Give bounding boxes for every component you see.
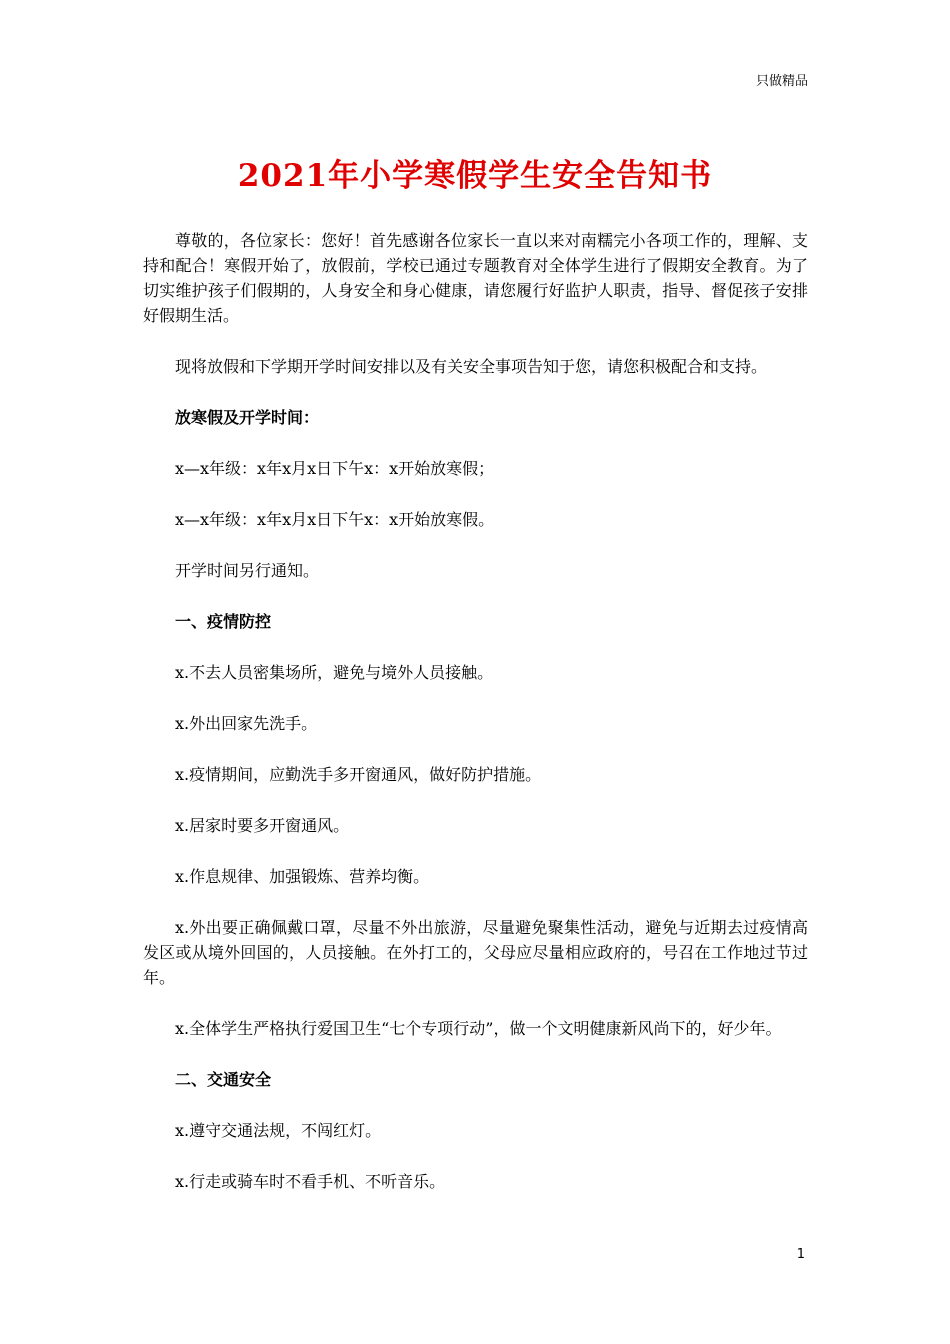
- paragraph-greeting: 尊敬的，各位家长：您好！首先感谢各位家长一直以来对南糯完小各项工作的，理解、支持和配合！寒假开始了，放假前，学校已通过专题教育对全体学生进行了假期安全教育。为了切实维护孩子们假期的，人身安全和身心健康，请您履行好监护人职责，指导、督促孩子安排好假期生活。: [143, 231, 808, 325]
- section-heading-schedule: 放寒假及开学时间：: [175, 408, 320, 427]
- list-item: x.不去人员密集场所，避免与境外人员接触。: [175, 663, 494, 682]
- list-item: x.外出回家先洗手。: [175, 714, 318, 733]
- page-number: 1: [796, 1247, 805, 1262]
- document-title: 2021年小学寒假学生安全告知书: [237, 158, 713, 194]
- document-body: [143, 228, 808, 1194]
- schedule-note: 开学时间另行通知。: [175, 561, 320, 580]
- schedule-line: x—x年级：x年x月x日下午x：x开始放寒假；: [175, 459, 495, 478]
- header-note: 只做精品: [755, 74, 808, 89]
- list-item: x.居家时要多开窗通风。: [175, 816, 350, 835]
- list-item: x.全体学生严格执行爱国卫生“七个专项行动”，做一个文明健康新风尚下的，好少年。: [175, 1019, 782, 1038]
- list-item: x.行走或骑车时不看手机、不听音乐。: [175, 1172, 446, 1191]
- schedule-line: x—x年级：x年x月x日下午x：x开始放寒假。: [175, 510, 495, 529]
- section-heading-epidemic: 一、疫情防控: [175, 612, 272, 631]
- list-item: x.作息规律、加强锻炼、营养均衡。: [175, 867, 430, 886]
- paragraph-notice: 现将放假和下学期开学时间安排以及有关安全事项告知于您，请您积极配合和支持。: [175, 357, 768, 376]
- list-item: x.外出要正确佩戴口罩，尽量不外出旅游，尽量避免聚集性活动，避免与近期去过疫情高发区或从境外回国的，人员接触。在外打工的，父母应尽量相应政府的，号召在工作地过节过年。: [143, 918, 808, 987]
- list-item: x.疫情期间，应勤洗手多开窗通风，做好防护措施。: [175, 765, 542, 784]
- list-item: x.遵守交通法规，不闯红灯。: [175, 1121, 382, 1140]
- section-heading-traffic: 二、交通安全: [175, 1070, 272, 1089]
